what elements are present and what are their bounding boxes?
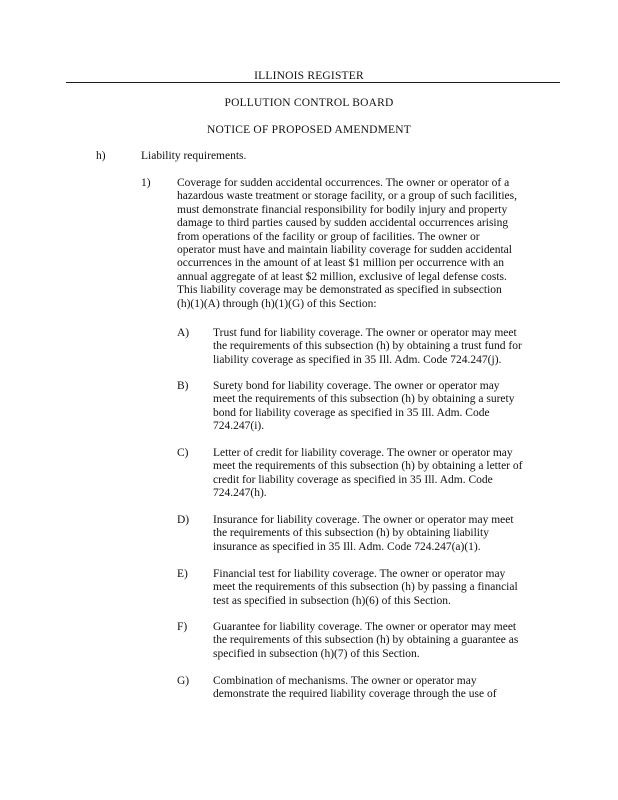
item-1-line: This liability coverage may be demonstrated as specified in subsection [177, 284, 502, 297]
section-h-label: h) [96, 150, 106, 162]
item-1-line: damage to third parties caused by sudden accidental occurrences arising [177, 217, 509, 230]
item-1-line: annual aggregate of at least $2 million, exclusive of legal defense costs. [177, 270, 507, 283]
sub-item-line: test as specified in subsection (h)(6) of this Section. [213, 594, 451, 607]
sub-item-e-label: E) [177, 568, 188, 580]
item-1-line: hazardous waste treatment or storage facility, or a group of such facilities, [177, 190, 517, 203]
header-rule [66, 82, 560, 83]
sub-item-line: Financial test for liability coverage. The owner or operator may [213, 568, 506, 580]
sub-item-line: specified in subsection (h)(7) of this Section. [213, 647, 420, 660]
sub-item-a-text [213, 327, 522, 367]
item-1-line: (h)(1)(A) through (h)(1)(G) of this Section: [177, 297, 377, 310]
register-header: ILLINOIS REGISTER [254, 70, 364, 82]
sub-item-line: Letter of credit for liability coverage. The owner or operator may [213, 447, 513, 459]
sub-item-line: the requirements of this subsection (h) by obtaining a trust fund for [213, 340, 522, 353]
sub-item-line: bond for liability coverage as specified in 35 Ill. Adm. Code [213, 406, 490, 419]
sub-item-c-text [213, 447, 522, 501]
sub-item-g-label: G) [177, 675, 190, 687]
sub-item-f-label: F) [177, 621, 188, 633]
sub-item-line: 724.247(i). [213, 420, 265, 433]
sub-item-b-label: B) [177, 380, 189, 392]
sub-item-line: 724.247(h). [213, 487, 267, 500]
sub-item-line: the requirements of this subsection (h) by obtaining a guarantee as [213, 634, 519, 647]
item-1-label: 1) [141, 177, 151, 189]
sub-item-c-label: C) [177, 447, 189, 459]
sub-item-line: credit for liability coverage as specified in 35 Ill. Adm. Code [213, 473, 493, 486]
sub-item-line: demonstrate the required liability coverage through the use of [213, 688, 497, 701]
sub-item-line: meet the requirements of this subsection (h) by obtaining a surety [213, 393, 515, 406]
sub-item-d-label: D) [177, 514, 190, 526]
sub-item-line: the requirements of this subsection (h) by obtaining liability [213, 527, 489, 540]
sub-item-a-label: A) [177, 327, 190, 339]
sub-item-line: liability coverage as specified in 35 Ill. Adm. Code 724.247(j). [213, 353, 502, 366]
sub-item-line: meet the requirements of this subsection (h) by passing a financial [213, 581, 518, 594]
sub-item-d-text [213, 514, 514, 554]
item-1-line: from operations of the facility or group of facilities. The owner or [177, 230, 480, 243]
sub-item-e-text [213, 568, 518, 608]
item-1-text [177, 177, 517, 311]
sub-item-line: Surety bond for liability coverage. The owner or operator may [213, 380, 500, 392]
section-h-title: Liability requirements. [141, 150, 247, 162]
sub-item-f-text [213, 621, 518, 661]
sub-item-line: insurance as specified in 35 Ill. Adm. Code 724.247(a)(1). [213, 540, 481, 553]
sub-item-g-text [213, 675, 497, 702]
sub-item-line: Trust fund for liability coverage. The owner or operator may meet [213, 327, 517, 339]
item-1-line: occurrences in the amount of at least $1 million per occurrence with an [177, 257, 504, 270]
board-header: POLLUTION CONTROL BOARD [224, 97, 394, 109]
item-1-line: Coverage for sudden accidental occurrences. The owner or operator of a [177, 177, 510, 189]
item-1-line: operator must have and maintain liability coverage for sudden accidental [177, 244, 512, 257]
sub-item-line: Guarantee for liability coverage. The owner or operator may meet [213, 621, 517, 633]
sub-item-line: Combination of mechanisms. The owner or operator may [213, 675, 477, 687]
item-1-line: must demonstrate financial responsibility for bodily injury and property [177, 203, 508, 216]
sub-item-line: meet the requirements of this subsection (h) by obtaining a letter of [213, 460, 523, 473]
sub-item-line: Insurance for liability coverage. The owner or operator may meet [213, 514, 514, 526]
sub-item-b-text [213, 380, 514, 434]
notice-header: NOTICE OF PROPOSED AMENDMENT [207, 124, 411, 136]
